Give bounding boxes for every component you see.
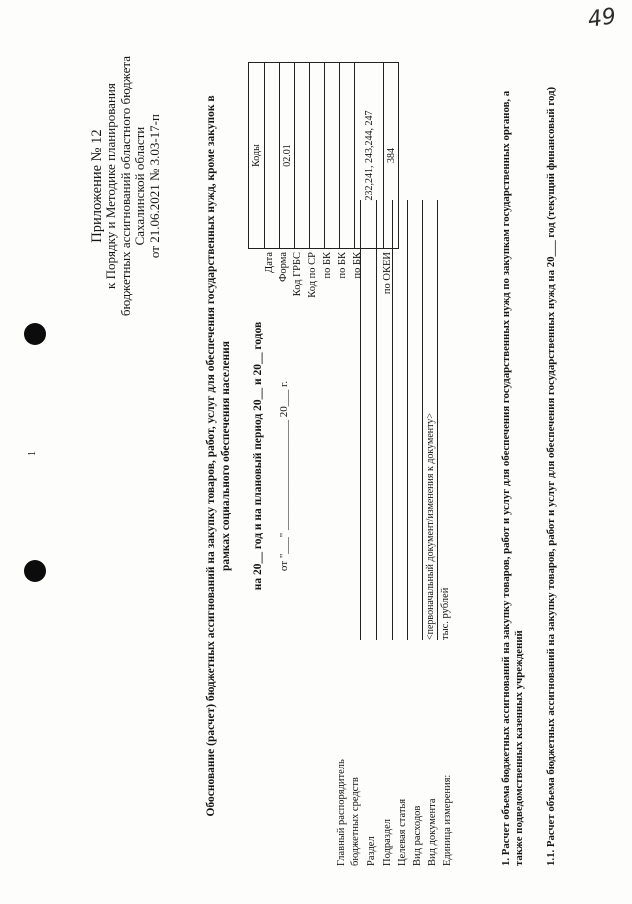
right-label-bk-1: по БК [322, 252, 333, 279]
approval-block [90, 56, 162, 316]
date-line: от "___" ____________________ 20___ г. [278, 380, 290, 572]
unit-value: тыс. рублей [440, 587, 451, 640]
label-unit: Единица измерения: [442, 774, 453, 866]
code-grbs [295, 63, 310, 249]
codes-table [248, 62, 399, 249]
right-label-form: Форма [278, 252, 289, 282]
right-label-grbs: Код ГРБС [292, 252, 303, 297]
code-date [265, 63, 280, 249]
code-sr [310, 63, 325, 249]
document-title: Обоснование (расчет) бюджетных ассигнований на закупку товаров, работ, услуг для обеспечения государственных нужд, кроме закупок в рамках социального обеспечения населения [205, 95, 232, 817]
right-label-sr: Код по СР [307, 252, 318, 298]
field-target-article [395, 200, 408, 640]
right-label-bk-2: по БК [337, 252, 348, 279]
approval-line-4: Сахалинской области [132, 126, 148, 246]
label-main-manager: Главный распорядитель [336, 759, 347, 866]
label-target-article: Целевая статья [397, 798, 408, 866]
code-bk-1 [325, 63, 340, 249]
field-section [364, 200, 377, 640]
right-label-okei: по ОКЕИ [382, 252, 393, 295]
approval-line-2: к Порядку и Методике планирования [103, 83, 119, 289]
period-line: на 20__ год и на плановый период 20__ и 20__ годов [252, 321, 264, 591]
code-form: 02.01 [280, 63, 295, 249]
page-number: 1 [27, 451, 38, 456]
rotated-form [30, 16, 585, 876]
label-budget-funds: бюджетных средств [350, 777, 361, 866]
right-label-bk-3: по БК [352, 252, 363, 279]
approval-line-5: от 21.06.2021 № 3.03-17-п [146, 114, 162, 259]
field-expense-type [410, 200, 423, 640]
section-1-heading: 1. Расчет объема бюджетных ассигнований на закупку товаров, работ и услуг для обеспечения государственных нужд по закупкам государственных органов, а также подведомственных казенных учреждений [500, 90, 525, 866]
code-bk-3: 232,241, 243,244, 247 [355, 63, 384, 249]
codes-header: Коды [249, 63, 265, 249]
field-doc-type: <первоначальный документ/изменения к документу> [425, 200, 438, 640]
section-1-1-heading: 1.1. Расчет объема бюджетных ассигнований на закупку товаров, работ и услуг для обеспечения государственных нужд на 20___ год (текущий финансовый год) [545, 86, 557, 866]
appendix-number: Приложение № 12 [89, 129, 105, 243]
code-okei: 384 [384, 63, 399, 249]
label-expense-type: Вид расходов [412, 805, 423, 866]
right-label-date: Дата [264, 252, 275, 273]
label-section: Раздел [366, 836, 377, 866]
code-bk-2 [340, 63, 355, 249]
handwritten-sheet-number: 49 [586, 4, 618, 33]
approval-line-3: бюджетных ассигнований областного бюджета [117, 56, 133, 317]
label-subsection: Подраздел [382, 819, 393, 866]
label-doc-type: Вид документа [427, 798, 438, 866]
